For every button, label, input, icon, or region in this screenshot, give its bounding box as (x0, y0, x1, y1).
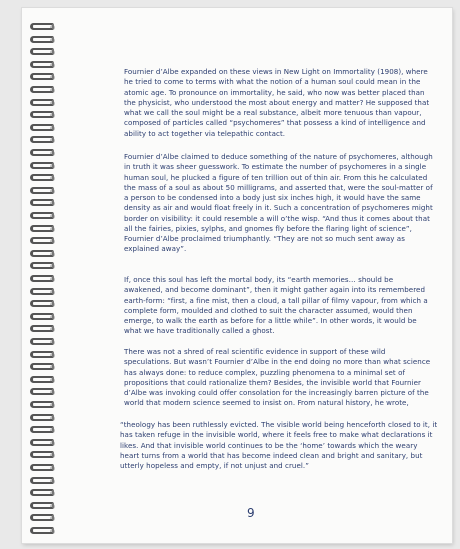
spiral-binding-coil-icon (28, 135, 62, 147)
spiral-binding-coil-icon (28, 350, 62, 362)
wire-loop (30, 275, 54, 282)
spiral-binding-coil-icon (28, 287, 62, 299)
spiral-binding-coil-icon (28, 501, 62, 513)
wire-loop (30, 439, 54, 446)
wire-loop (30, 313, 54, 320)
block-quote: “theology has been ruthlessly evicted. The visible world being henceforth closed to it, it has taken refuge in the invisible world, where it feels free to make what declarations it likes. And that invisible world continues to be the ‘home’ towards which the weary heart turns from a world that has become indeed clean and bright and sanitary, but utterly hopeless and empty, if not unjust and cruel.” (120, 420, 438, 470)
spiral-binding-coil-icon (28, 387, 62, 399)
spiral-binding-coil-icon (28, 324, 62, 336)
spiral-binding-coil-icon (28, 148, 62, 160)
wire-loop (30, 464, 54, 471)
spiral-binding-coil-icon (28, 337, 62, 349)
spiral-binding-coil-icon (28, 198, 62, 210)
wire-loop (30, 351, 54, 358)
wire-loop (30, 86, 54, 93)
spiral-binding-coil-icon (28, 274, 62, 286)
spiral-binding-coil-icon (28, 413, 62, 425)
spiral-binding-coil-icon (28, 22, 62, 34)
spiral-binding-coil-icon (28, 261, 62, 273)
spiral-binding-coil-icon (28, 476, 62, 488)
spiral-binding-coil-icon (28, 60, 62, 72)
wire-loop (30, 325, 54, 332)
wire-loop (30, 388, 54, 395)
wire-loop (30, 225, 54, 232)
wire-loop (30, 414, 54, 421)
wire-loop (30, 23, 54, 30)
spiral-binding-coil-icon (28, 249, 62, 261)
wire-loop (30, 149, 54, 156)
spiral-binding-coil-icon (28, 161, 62, 173)
spiral-binding-coil-icon (28, 224, 62, 236)
wire-loop (30, 111, 54, 118)
spiral-binding-coil-icon (28, 211, 62, 223)
wire-loop (30, 199, 54, 206)
wire-loop (30, 338, 54, 345)
spiral-binding-coil-icon (28, 236, 62, 248)
wire-loop (30, 451, 54, 458)
spiral-binding-coil-icon (28, 400, 62, 412)
wire-loop (30, 489, 54, 496)
wire-loop (30, 262, 54, 269)
wire-loop (30, 426, 54, 433)
wire-loop (30, 401, 54, 408)
wire-loop (30, 502, 54, 509)
spiral-binding-coil-icon (28, 425, 62, 437)
wire-loop (30, 212, 54, 219)
wire-loop (30, 61, 54, 68)
spiral-binding-coil-icon (28, 72, 62, 84)
spiral-binding-coil-icon (28, 375, 62, 387)
spiral-binding-coil-icon (28, 299, 62, 311)
spiral-binding-coil-icon (28, 85, 62, 97)
spiral-binding-coil-icon (28, 526, 62, 538)
wire-loop (30, 48, 54, 55)
wire-loop (30, 99, 54, 106)
wire-loop (30, 363, 54, 370)
paragraph-3: If, once this soul has left the mortal body, its “earth memories… should be awakened, and become dominant”, then it might gather again into its remembered earth-form: “first, a fine mist, then a cloud, a tall pillar of filmy vapour, from which a complete form, moulded and clothed to suit the character assumed, would then emerge, to walk the earth as before for a little while”. In other words, it would be what we have traditionally called a ghost. (124, 275, 428, 336)
wire-loop (30, 477, 54, 484)
wire-loop (30, 250, 54, 257)
notebook-page (22, 8, 452, 543)
spiral-binding-coil-icon (28, 98, 62, 110)
spiral-binding-coil-icon (28, 362, 62, 374)
wire-loop (30, 288, 54, 295)
spiral-binding-coil-icon (28, 312, 62, 324)
wire-loop (30, 187, 54, 194)
wire-loop (30, 36, 54, 43)
spiral-binding-coil-icon (28, 438, 62, 450)
spiral-binding-coil-icon (28, 47, 62, 59)
spiral-binding-coil-icon (28, 35, 62, 47)
wire-loop (30, 300, 54, 307)
paragraph-4: There was not a shred of real scientific evidence in support of these wild speculations. But wasn’t Fournier d’Albe in the end doing no more than what science has always done: to reduce complex, puzzling phenomena to a minimal set of propositions that could rationalize them? Besides, the invisible world that Fournier d’Albe was invoking could offer consolation for the increasingly barren picture of the world that modern science seemed to insist on. From natural history, he wrote, (124, 347, 431, 408)
wire-loop (30, 527, 54, 534)
wire-loop (30, 124, 54, 131)
spiral-binding-coil-icon (28, 123, 62, 135)
spiral-binding-coil-icon (28, 513, 62, 525)
spiral-binding-coil-icon (28, 488, 62, 500)
page-number: 9 (247, 506, 255, 520)
wire-loop (30, 376, 54, 383)
spiral-binding (28, 22, 62, 542)
wire-loop (30, 136, 54, 143)
spiral-binding-coil-icon (28, 110, 62, 122)
paragraph-1: Fournier d’Albe expanded on these views in New Light on Immortality (1908), where he tried to come to terms with what the notion of a human soul could mean in the atomic age. To pronounce on immortality, he said, who now was better placed than the physicist, who understood the most about energy and matter? He supposed that what we call the soul might be a real substance, albeit more tenuous than vapour, composed of particles called “psychomeres” that possess a kind of intelligence and ability to act together via telepathic contact. (124, 67, 430, 138)
wire-loop (30, 514, 54, 521)
wire-loop (30, 237, 54, 244)
wire-loop (30, 174, 54, 181)
wire-loop (30, 162, 54, 169)
paragraph-2: Fournier d’Albe claimed to deduce something of the nature of psychomeres, although in truth it was sheer guesswork. To estimate the number of psychomeres in a single human soul, he plucked a figure of ten trillion out of thin air. From this he calculated the mass of a soul as about 50 milligrams, and asserted that, were the soul-matter of a person to be condensed into a body just six inches high, it would have the same density as air and would float freely in it. Such a concentration of psychomeres might border on visibility: it could resemble a will o’the wisp. “And thus it comes about that all the fairies, pixies, sylphs, and gnomes fly before the flaring light of science”, Fournier d’Albe proclaimed triumphantly. “They are not so much sent away as explained away”. (124, 152, 433, 254)
spiral-binding-coil-icon (28, 173, 62, 185)
spiral-binding-coil-icon (28, 450, 62, 462)
spiral-binding-coil-icon (28, 186, 62, 198)
wire-loop (30, 73, 54, 80)
spiral-binding-coil-icon (28, 463, 62, 475)
